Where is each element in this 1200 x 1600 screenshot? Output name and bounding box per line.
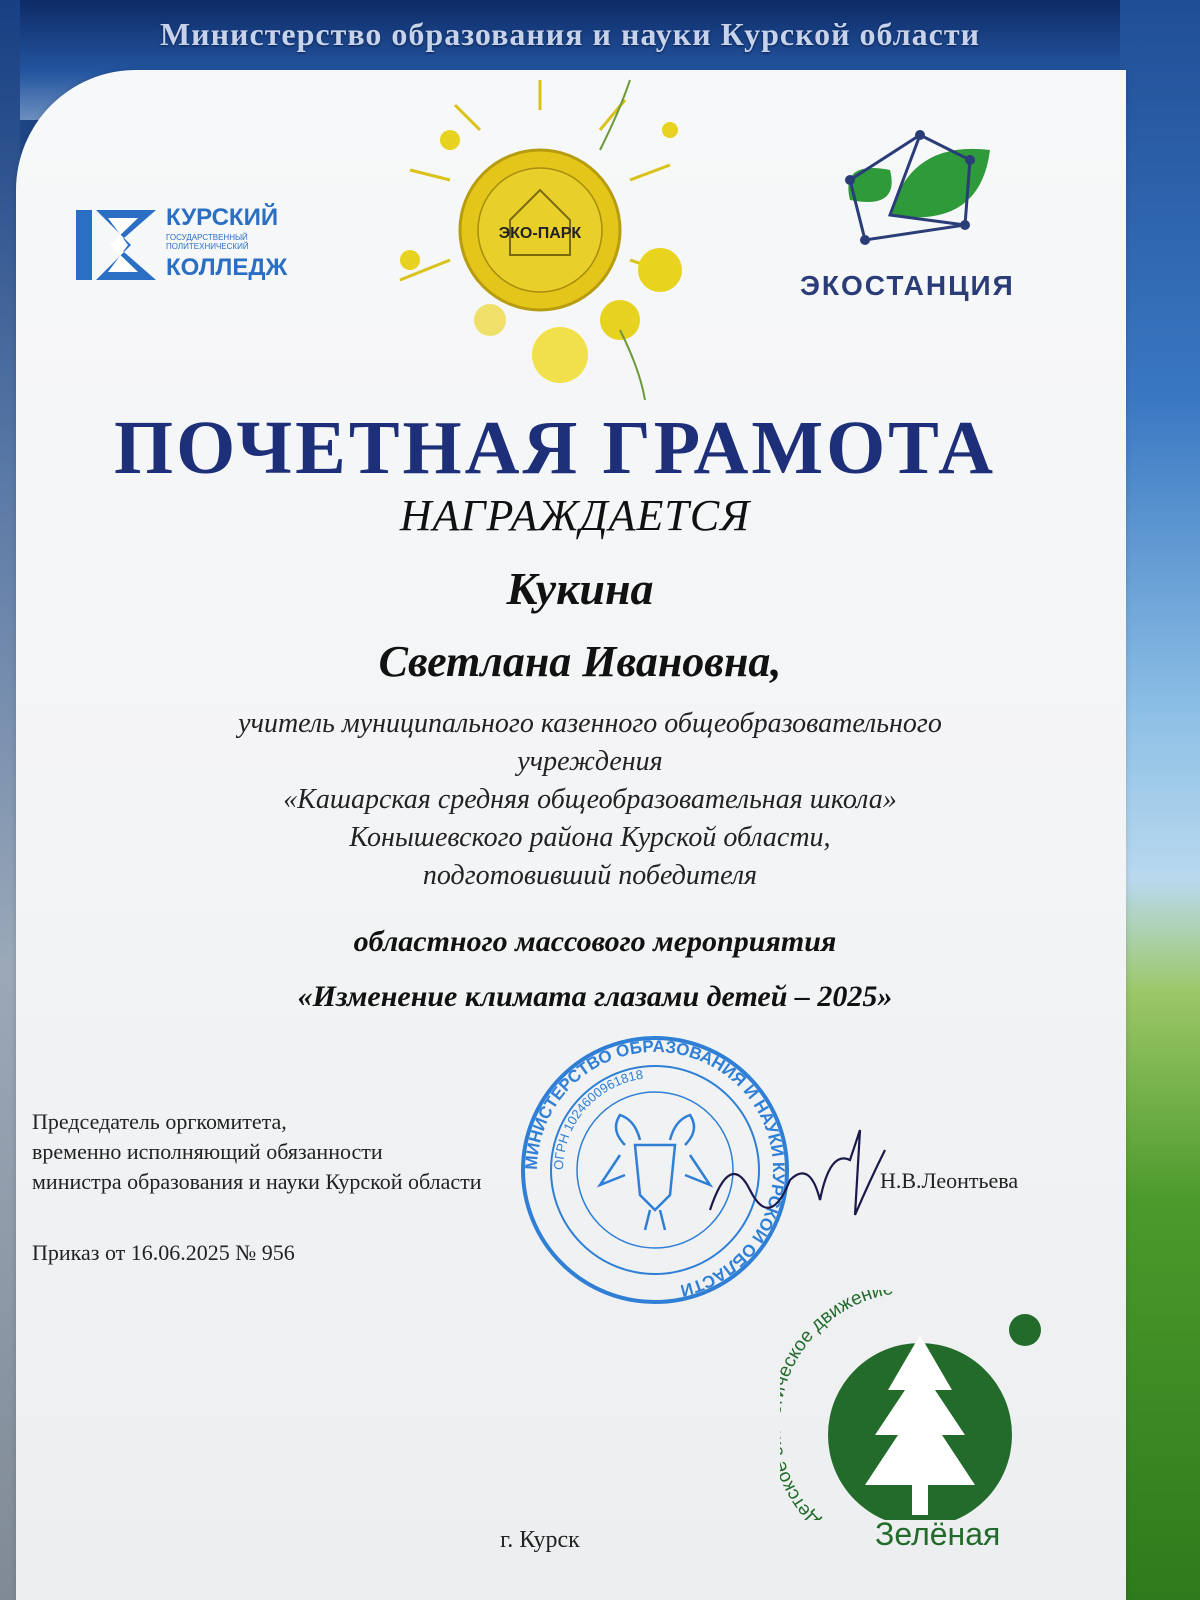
signatory-line: Председатель оргкомитета, bbox=[32, 1109, 287, 1134]
college-name-line1: КУРСКИЙ bbox=[166, 204, 279, 231]
event-line-1: областного массового мероприятия bbox=[353, 925, 837, 958]
recipient-name: Светлана Ивановна, bbox=[378, 637, 782, 686]
certificate-title: ПОЧЕТНАЯ ГРАМОТА bbox=[114, 406, 996, 490]
college-logo bbox=[76, 200, 296, 290]
city-label: г. Курск bbox=[500, 1527, 580, 1553]
flower-icon bbox=[638, 248, 682, 292]
ecostation-logo bbox=[790, 120, 1050, 320]
butterfly-icon bbox=[440, 130, 460, 150]
description-line: учреждения bbox=[517, 746, 663, 777]
right-border-landscape bbox=[1120, 0, 1200, 1600]
signatory-line: временно исполняющий обязанности bbox=[32, 1139, 383, 1164]
description-line: учитель муниципального казенного общеобразовательного bbox=[238, 708, 942, 739]
college-name-line2: КОЛЛЕДЖ bbox=[166, 254, 288, 281]
college-name-sub: ГОСУДАРСТВЕННЫЙ ПОЛИТЕХНИЧЕСКИЙ bbox=[166, 233, 249, 251]
description-line: «Кашарская средняя общеобразовательная школа» bbox=[283, 784, 897, 815]
description-line: подготовивший победителя bbox=[422, 860, 758, 891]
planet-dot-icon bbox=[1009, 1314, 1041, 1346]
recipient-surname: Кукина bbox=[506, 563, 654, 614]
green-planet-ring-text: Детс ское движени bbox=[780, 1290, 885, 1520]
description-line: Конышевского района Курской области, bbox=[349, 822, 831, 853]
stamp-ring-text: МИНИСТЕРСТВО ОБРАЗОВАНИЯ И НАУКИ КУРСКОЙ ОБЛАСТИ bbox=[521, 1036, 789, 1301]
dandelion-icon bbox=[532, 327, 588, 383]
signatory-name: Н.В.Леонтьева bbox=[880, 1168, 1019, 1193]
eco-park-label: ЭКО-ПАРК bbox=[498, 225, 582, 242]
event-line-2: «Изменение климата глазами детей – 2025» bbox=[297, 980, 893, 1013]
order-reference: Приказ от 16.06.2025 № 956 bbox=[32, 1240, 295, 1265]
college-k-icon bbox=[76, 210, 156, 280]
ecostation-label: ЭКОСТАНЦИЯ bbox=[800, 270, 1015, 301]
recipient-description bbox=[100, 705, 1080, 895]
green-planet-label: Зелёная bbox=[875, 1516, 1001, 1552]
stamp-ogrn-text: ОГРН 1024600961818 bbox=[550, 1066, 645, 1171]
ministry-header: Министерство образования и науки Курской области bbox=[159, 16, 981, 52]
signatory-position bbox=[32, 1107, 632, 1197]
awarded-heading: НАГРАЖДАЕТСЯ bbox=[399, 491, 751, 540]
handwritten-signature bbox=[700, 1120, 890, 1240]
ecostation-leaf-icon bbox=[790, 120, 1050, 270]
green-planet-emblem bbox=[780, 1290, 1050, 1520]
eco-park-logo bbox=[370, 70, 710, 400]
signatory-line: министра образования и науки Курской области bbox=[32, 1169, 482, 1194]
